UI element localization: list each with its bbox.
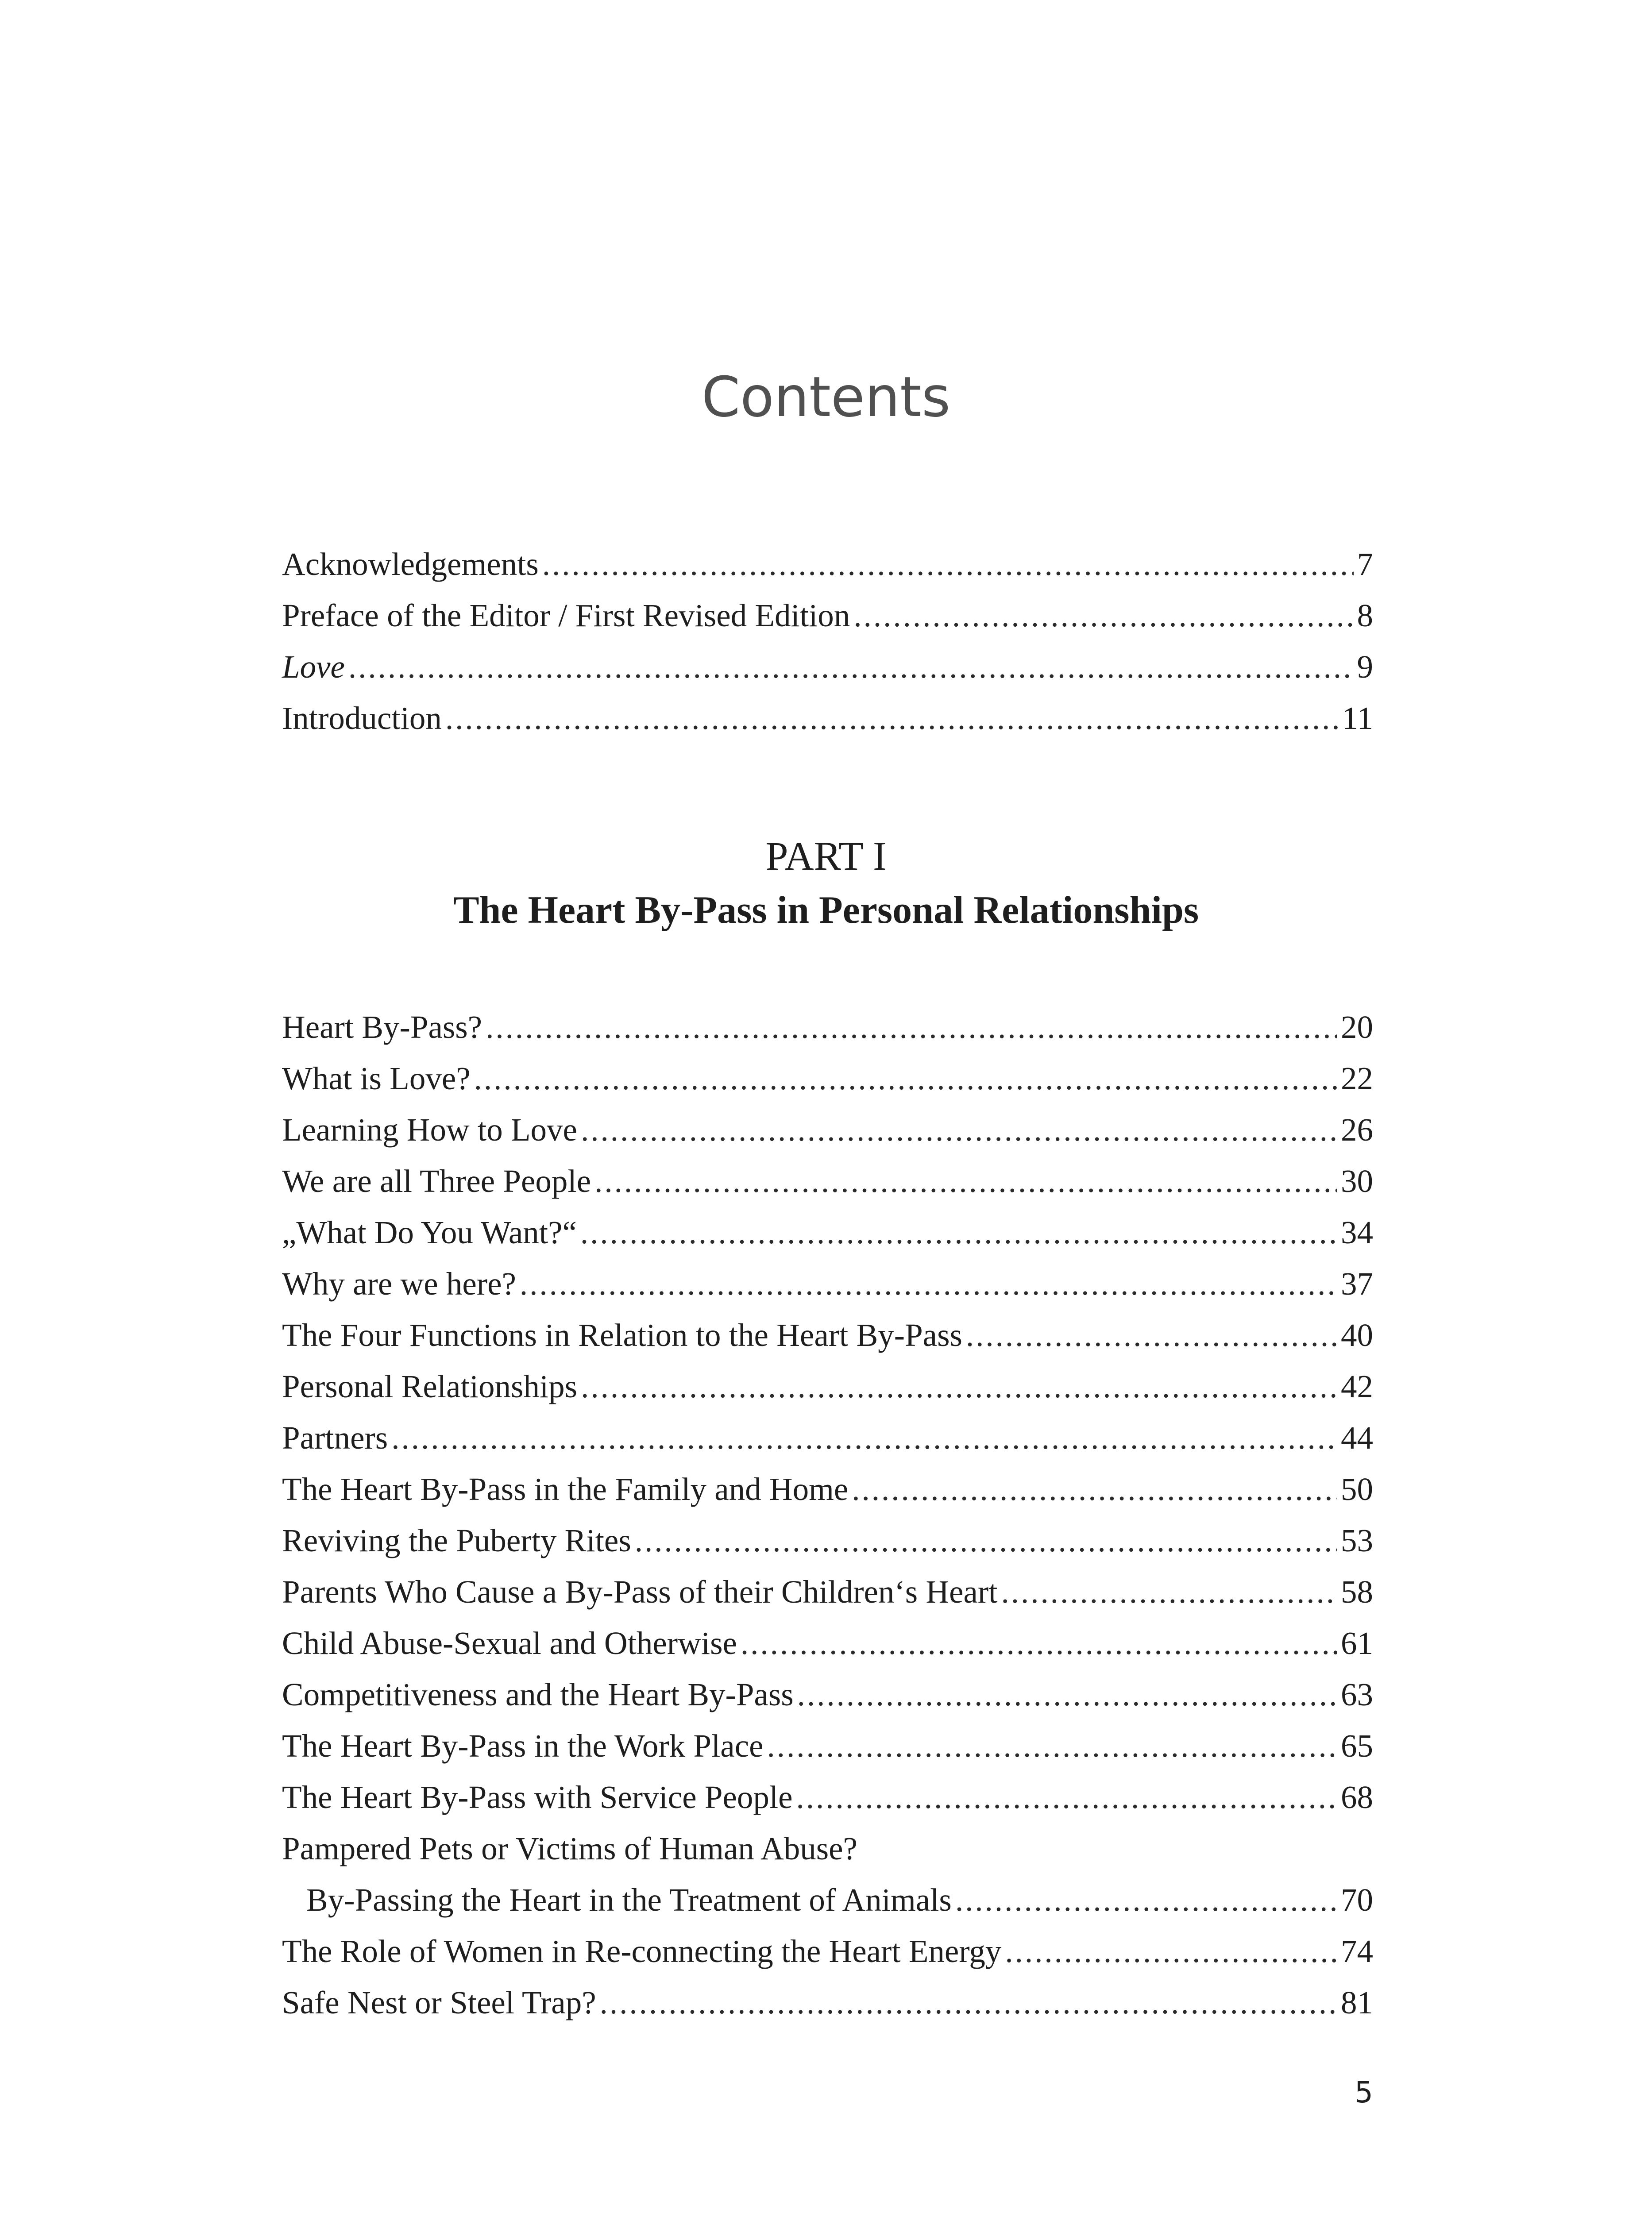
toc-entry-title: Introduction bbox=[282, 700, 442, 736]
dot-leader bbox=[580, 1207, 1337, 1258]
dot-leader bbox=[635, 1515, 1337, 1566]
dot-leader bbox=[348, 641, 1354, 693]
toc-entry-page: 53 bbox=[1341, 1523, 1373, 1558]
toc-entry-title: Child Abuse-Sexual and Otherwise bbox=[282, 1625, 737, 1661]
front-matter-list bbox=[282, 539, 1373, 744]
page-title: Contents bbox=[701, 365, 951, 429]
toc-entry-title: The Role of Women in Re-connecting the Heart Energy bbox=[282, 1933, 1002, 1969]
toc-entry bbox=[282, 1361, 1373, 1412]
toc-entry-page: 22 bbox=[1341, 1060, 1373, 1096]
dot-leader bbox=[445, 693, 1339, 744]
dot-leader bbox=[853, 590, 1353, 641]
toc-entry bbox=[282, 1772, 1373, 1823]
dot-leader bbox=[1005, 1926, 1337, 1977]
toc-entry-title: Preface of the Editor / First Revised Edition bbox=[282, 598, 850, 633]
toc-entry-page: 20 bbox=[1341, 1009, 1373, 1045]
toc-entry-page: 7 bbox=[1357, 546, 1373, 582]
toc-entry-page: 74 bbox=[1341, 1933, 1373, 1969]
toc-entry-page: 58 bbox=[1341, 1574, 1373, 1610]
toc-entry-love bbox=[282, 641, 1373, 693]
toc-entry-page: 44 bbox=[1341, 1420, 1373, 1456]
toc-entry-title: The Four Functions in Relation to the Heart By-Pass bbox=[282, 1317, 962, 1353]
toc-entry-title: Why are we here? bbox=[282, 1266, 516, 1302]
toc-entry-page: 50 bbox=[1341, 1471, 1373, 1507]
toc-entry-title: What is Love? bbox=[282, 1060, 471, 1096]
dot-leader bbox=[797, 1669, 1337, 1720]
toc-entry-page: 34 bbox=[1341, 1214, 1373, 1250]
dot-leader bbox=[1001, 1566, 1337, 1618]
toc-entry-page: 70 bbox=[1341, 1882, 1373, 1918]
part-title: The Heart By-Pass in Personal Relationships bbox=[453, 889, 1199, 932]
toc-entry bbox=[282, 1104, 1373, 1156]
toc-entry bbox=[282, 1053, 1373, 1104]
toc-entry-page: 9 bbox=[1357, 649, 1373, 685]
toc-entry-acknowledgements bbox=[282, 539, 1373, 590]
toc-entry-page: 40 bbox=[1341, 1317, 1373, 1353]
toc-entry bbox=[282, 1926, 1373, 1977]
toc-entry-title: Safe Nest or Steel Trap? bbox=[282, 1985, 596, 2020]
toc-entry bbox=[282, 1515, 1373, 1566]
toc-entry-page: 63 bbox=[1341, 1677, 1373, 1712]
toc-entry-introduction bbox=[282, 693, 1373, 744]
toc-entry-page: 26 bbox=[1341, 1112, 1373, 1148]
page-number: 5 bbox=[1355, 2075, 1373, 2109]
toc-entry-title: Acknowledgements bbox=[282, 546, 539, 582]
toc-entry-title: Reviving the Puberty Rites bbox=[282, 1523, 631, 1558]
toc-entry-page: 42 bbox=[1341, 1369, 1373, 1404]
part-label: PART I bbox=[765, 833, 887, 879]
dot-leader bbox=[966, 1310, 1337, 1361]
toc-entry bbox=[282, 1412, 1373, 1464]
toc-entry bbox=[282, 1464, 1373, 1515]
toc-entry bbox=[282, 1258, 1373, 1310]
toc-entry-title: Parents Who Cause a By-Pass of their Children‘s Heart bbox=[282, 1574, 998, 1610]
toc-entry-title: Competitiveness and the Heart By-Pass bbox=[282, 1677, 794, 1712]
toc-entry-title: The Heart By-Pass in the Family and Home bbox=[282, 1471, 849, 1507]
dot-leader bbox=[520, 1258, 1337, 1310]
dot-leader bbox=[741, 1618, 1337, 1669]
toc-entry bbox=[282, 1156, 1373, 1207]
toc-entry-title: Learning How to Love bbox=[282, 1112, 577, 1148]
toc-entry bbox=[282, 1618, 1373, 1669]
dot-leader bbox=[955, 1874, 1337, 1926]
toc-entry-page: 61 bbox=[1341, 1625, 1373, 1661]
dot-leader bbox=[474, 1053, 1337, 1104]
dot-leader bbox=[852, 1464, 1337, 1515]
dot-leader bbox=[391, 1412, 1337, 1464]
toc-entry-page: 81 bbox=[1341, 1985, 1373, 2020]
toc-entry-title: Love bbox=[282, 649, 345, 685]
toc-entry bbox=[282, 1310, 1373, 1361]
toc-entry bbox=[282, 1002, 1373, 1053]
toc-entry bbox=[282, 1566, 1373, 1618]
toc-entry bbox=[282, 1977, 1373, 2028]
dot-leader bbox=[542, 539, 1354, 590]
dot-leader bbox=[581, 1361, 1337, 1412]
toc-entry-page: 8 bbox=[1357, 598, 1373, 633]
toc-entry-title: Partners bbox=[282, 1420, 388, 1456]
part-one-list bbox=[282, 1002, 1373, 2028]
toc-entry-page: 11 bbox=[1342, 700, 1373, 736]
toc-entry bbox=[282, 1669, 1373, 1720]
toc-entry-preface bbox=[282, 590, 1373, 641]
toc-entry-title: The Heart By-Pass in the Work Place bbox=[282, 1728, 764, 1764]
dot-leader bbox=[796, 1772, 1337, 1823]
toc-entry-page: 68 bbox=[1341, 1779, 1373, 1815]
dot-leader bbox=[600, 1977, 1337, 2028]
toc-entry-title: „What Do You Want?“ bbox=[282, 1214, 577, 1250]
toc-entry-multiline-first bbox=[282, 1823, 1373, 1874]
dot-leader bbox=[581, 1104, 1337, 1156]
toc-entry-title: We are all Three People bbox=[282, 1163, 591, 1199]
toc-entry-page: 30 bbox=[1341, 1163, 1373, 1199]
toc-entry-title: Pampered Pets or Victims of Human Abuse? bbox=[282, 1831, 857, 1866]
toc-entry bbox=[282, 1720, 1373, 1772]
toc-entry-title: Heart By-Pass? bbox=[282, 1009, 482, 1045]
toc-entry-title: By-Passing the Heart in the Treatment of Animals bbox=[306, 1882, 952, 1918]
toc-entry-title: Personal Relationships bbox=[282, 1369, 578, 1404]
dot-leader bbox=[594, 1156, 1337, 1207]
dot-leader bbox=[767, 1720, 1337, 1772]
toc-entry-title: The Heart By-Pass with Service People bbox=[282, 1779, 793, 1815]
toc-entry-page: 65 bbox=[1341, 1728, 1373, 1764]
toc-entry bbox=[282, 1207, 1373, 1258]
toc-entry-multiline-continued bbox=[282, 1874, 1373, 1926]
dot-leader bbox=[486, 1002, 1337, 1053]
toc-entry-page: 37 bbox=[1341, 1266, 1373, 1302]
